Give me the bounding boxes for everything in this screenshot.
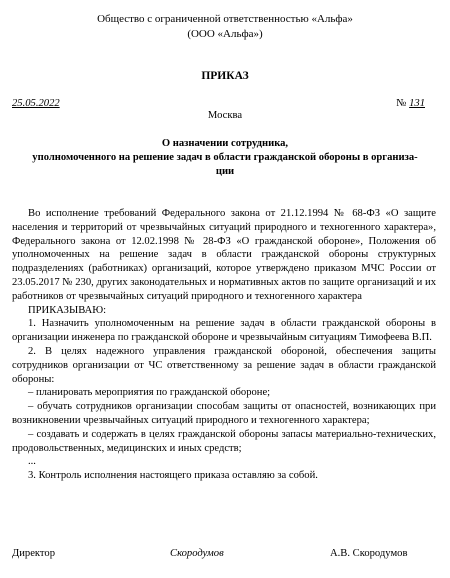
- organization-header: [0, 12, 450, 42]
- document-title: ПРИКАЗ: [201, 70, 249, 82]
- order-item-1: 1. Назначить уполномоченным на решение задач в области гражданской обороны в организации инженера по гражданской обороне и чрезвычайным ситуациям Тимофеева В.П.: [12, 318, 436, 344]
- number-value: 131: [409, 98, 425, 109]
- order-item-3: 3. Контроль исполнения настоящего приказа оставляю за собой.: [28, 470, 318, 482]
- subject-line: О назначении сотрудника,: [161, 138, 289, 149]
- organization-name: Общество с ограниченной ответственностью «Альфа»: [97, 13, 353, 25]
- preamble-paragraph: Во исполнение требований Федерального закона от 21.12.1994 № 68-ФЗ «О защите населения и территорий от чрезвычайных ситуаций природного и техногенного характера», Федерального закона от 12.02.1998 № 28-ФЗ «О гражданской обороне», Положения об уполномоченных на решение задач в области гражданской обороны структурных подразделениях (работниках) организаций, которое утверждено приказом МЧС России от 23.05.2017 № 230, других законодательных и нормативных актов по защите организаций и их работников от чрезвычайных ситуаций природного и техногенного характера: [12, 208, 436, 302]
- document-body: [12, 207, 436, 483]
- bullet-item: – планировать мероприятия по гражданской обороне;: [28, 387, 271, 399]
- signature-position: Директор: [12, 548, 55, 559]
- order-item-2: 2. В целях надежного управления гражданской обороной, обеспечения защиты сотрудников организации от ЧС ответственному за решение задач в области гражданской обороны:: [12, 345, 436, 385]
- document-subject: [0, 137, 450, 179]
- signature-handwritten: Скородумов: [170, 548, 224, 559]
- organization-short-name: (ООО «Альфа»): [187, 28, 263, 40]
- document-city: Москва: [207, 110, 243, 121]
- subject-line: уполномоченного на решение задач в области гражданской обороны в организа-: [32, 152, 418, 163]
- subject-line: ции: [215, 166, 235, 177]
- document-date: 25.05.2022: [12, 98, 60, 109]
- ellipsis: ...: [28, 456, 36, 468]
- bullet-item: – обучать сотрудников организации способам защиты от опасностей, возникающих при возникновении чрезвычайных ситуаций природного и техногенного характера;: [12, 401, 436, 426]
- bullet-item: – создавать и содержать в целях гражданской обороны запасы материально-технических, продовольственных, медицинских и иных средств;: [12, 428, 436, 454]
- order-word: ПРИКАЗЫВАЮ:: [28, 304, 107, 316]
- number-prefix: №: [396, 98, 407, 109]
- signature-name: А.В. Скородумов: [330, 548, 408, 559]
